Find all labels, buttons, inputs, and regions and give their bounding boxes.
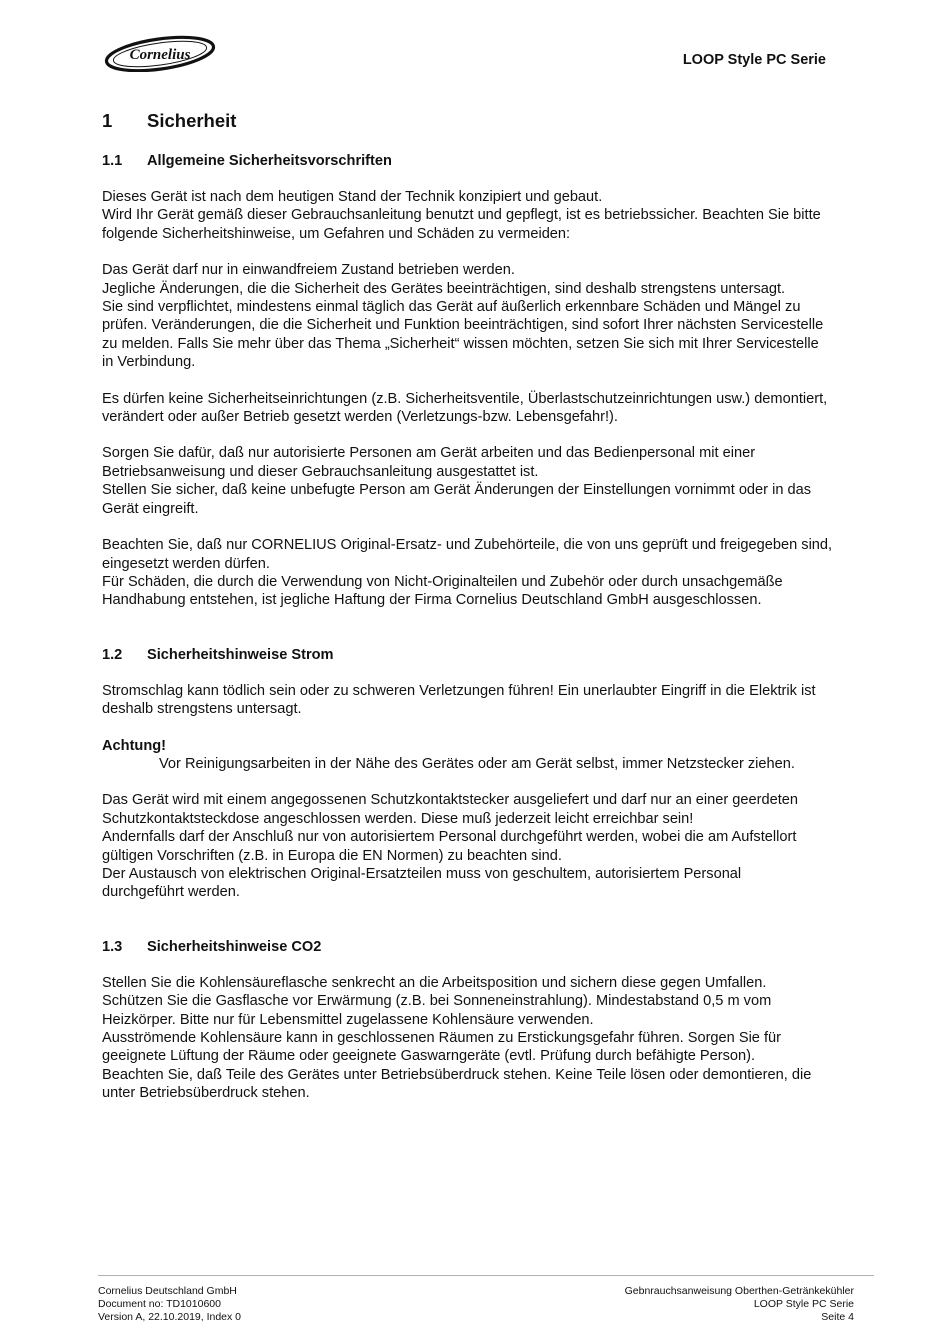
text-line: zu melden. Falls Sie mehr über das Thema „Sicherheit“ wissen möchten, setzen Sie sich mit Ihrer Servicestelle	[102, 335, 819, 352]
text-line: Sicherheitshinweise Strom	[147, 646, 334, 663]
text-line: Sorgen Sie dafür, daß nur autorisierte Personen am Gerät arbeiten und das Bedienpersonal mit einer	[102, 445, 756, 462]
cornelius-logo	[104, 34, 216, 72]
text-line: Gerät eingreift.	[102, 500, 199, 517]
subsection-heading	[102, 646, 897, 664]
text-line: Wird Ihr Gerät gemäß dieser Gebrauchsanleitung benutzt und gepflegt, ist es betriebssicher. Beachten Sie bitte	[102, 207, 821, 224]
text-line: Beachten Sie, daß nur CORNELIUS Original-Ersatz- und Zubehörteile, die von uns geprüft und freigegeben sind,	[102, 537, 833, 554]
text-line: Es dürfen keine Sicherheitseinrichtungen (z.B. Sicherheitsventile, Überlastschutzeinrichtungen usw.) demontiert,	[102, 390, 828, 407]
text-line: Ausströmende Kohlensäure kann in geschlossenen Räumen zu Erstickungsgefahr führen. Sorgen Sie für	[102, 1030, 782, 1046]
text-line: Andernfalls darf der Anschluß nur von autorisiertem Personal durchgeführt werden, wobei die am Aufstellort	[102, 829, 797, 846]
paragraph	[102, 791, 897, 901]
text-line: Betriebsanweisung und dieser Gebrauchsanleitung ausgestattet ist.	[102, 463, 539, 480]
footer-divider	[98, 1275, 874, 1276]
paragraph	[102, 974, 897, 1103]
text-line: Der Austausch von elektrischen Original-Ersatzteilen muss von geschultem, autorisiertem Personal	[102, 865, 742, 882]
footer-right	[625, 1285, 854, 1324]
text-line: Das Gerät darf nur in einwandfreiem Zustand betrieben werden.	[102, 262, 515, 279]
text-line: unter Betriebsüberdruck stehen.	[102, 1085, 310, 1102]
text-line: Dieses Gerät ist nach dem heutigen Stand der Technik konzipiert und gebaut.	[102, 189, 603, 205]
paragraph	[102, 390, 897, 427]
text-line: durchgeführt werden.	[102, 884, 240, 901]
text-line: Sie sind verpflichtet, mindestens einmal täglich das Gerät auf äußerlich erkennbare Schäden und Mängel zu	[102, 299, 801, 316]
text-line: Cornelius Deutschland GmbH	[98, 1285, 237, 1297]
page-number: Seite 4	[821, 1311, 854, 1323]
text-line: 1.1	[102, 153, 123, 169]
text-line: LOOP Style PC Serie	[753, 1298, 854, 1310]
text-line: Sicherheitshinweise CO2	[147, 938, 322, 955]
text-line: folgende Sicherheitshinweise, um Gefahren und Schäden zu vermeiden:	[102, 225, 571, 242]
text-line: verändert oder außer Betrieb gesetzt werden (Verletzungs-bzw. Lebensgefahr!).	[102, 409, 618, 426]
paragraph	[102, 682, 897, 719]
text-line: 1	[102, 110, 113, 131]
text-line: prüfen. Veränderungen, die die Sicherheit und Funktion beeinträchtigen, sind sofort Ihrer nächsten Servicestelle	[102, 317, 824, 334]
paragraph	[102, 261, 897, 371]
text-line: Jegliche Änderungen, die die Sicherheit des Gerätes beeinträchtigen, sind deshalb strengstens untersagt.	[102, 280, 786, 297]
text-line: 1.3	[102, 938, 123, 955]
text-line: Sicherheit	[147, 110, 237, 131]
warning-text: Vor Reinigungsarbeiten in der Nähe des Gerätes oder am Gerät selbst, immer Netzstecker ziehen.	[159, 755, 795, 772]
text-line: Gebnrauchsanweisung Oberthen-Getränkekühler	[624, 1285, 854, 1297]
text-line: Handhabung entstehen, ist jegliche Haftung der Firma Cornelius Deutschland GmbH ausgeschlossen.	[102, 592, 762, 609]
text-line: Allgemeine Sicherheitsvorschriften	[147, 153, 392, 169]
subsection-heading	[102, 938, 897, 956]
text-line: Schützen Sie die Gasflasche vor Erwärmung (z.B. bei Sonneneinstrahlung). Mindestabstand 0,5 m vom	[102, 993, 772, 1010]
page-content	[102, 112, 897, 1103]
footer-left	[98, 1285, 241, 1324]
warning-title: Achtung!	[102, 737, 167, 754]
text-line: Für Schäden, die durch die Verwendung von Nicht-Originalteilen und Zubehör oder durch unsachgemäße	[102, 573, 783, 590]
text-line: Stromschlag kann tödlich sein oder zu schweren Verletzungen führen! Ein unerlaubter Eingriff in die Elektrik ist	[102, 682, 816, 699]
subsection-heading	[102, 152, 897, 170]
text-line: Document no: TD1010600	[98, 1298, 221, 1310]
text-line: 1.2	[102, 646, 123, 663]
text-line: Schutzkontaktsteckdose angeschlossen werden. Diese muß jederzeit leicht erreichbar sein!	[102, 810, 694, 827]
header-title: LOOP Style PC Serie	[682, 52, 826, 68]
paragraph	[102, 444, 897, 518]
text-line: Version A, 22.10.2019, Index 0	[98, 1311, 242, 1323]
paragraph	[102, 536, 897, 610]
text-line: Heizkörper. Bitte nur für Lebensmittel zugelassene Kohlensäure verwenden.	[102, 1011, 594, 1028]
text-line: geeignete Lüftung der Räume oder geeignete Gaswarngeräte (evtl. Prüfung durch befähigte Person).	[102, 1048, 756, 1065]
text-line: Stellen Sie die Kohlensäureflasche senkrecht an die Arbeitsposition und sichern diese gegen Umfallen.	[102, 974, 767, 991]
paragraph	[102, 188, 897, 243]
text-line: deshalb strengstens untersagt.	[102, 701, 302, 718]
text-line: Beachten Sie, daß Teile des Gerätes unter Betriebsüberdruck stehen. Keine Teile lösen oder demontieren, die	[102, 1066, 812, 1083]
text-line: Das Gerät wird mit einem angegossenen Schutzkontaktstecker ausgeliefert und darf nur an einer geerdeten	[102, 792, 799, 809]
text-line: eingesetzt werden dürfen.	[102, 555, 270, 572]
text-line: gültigen Vorschriften (z.B. in Europa die EN Normen) zu beachten sind.	[102, 847, 562, 864]
text-line: in Verbindung.	[102, 354, 196, 371]
text-line: Stellen Sie sicher, daß keine unbefugte Person am Gerät Änderungen der Einstellungen vornimmt oder in das	[102, 482, 812, 499]
svg-text:Cornelius: Cornelius	[129, 47, 191, 63]
section-heading	[102, 112, 897, 136]
